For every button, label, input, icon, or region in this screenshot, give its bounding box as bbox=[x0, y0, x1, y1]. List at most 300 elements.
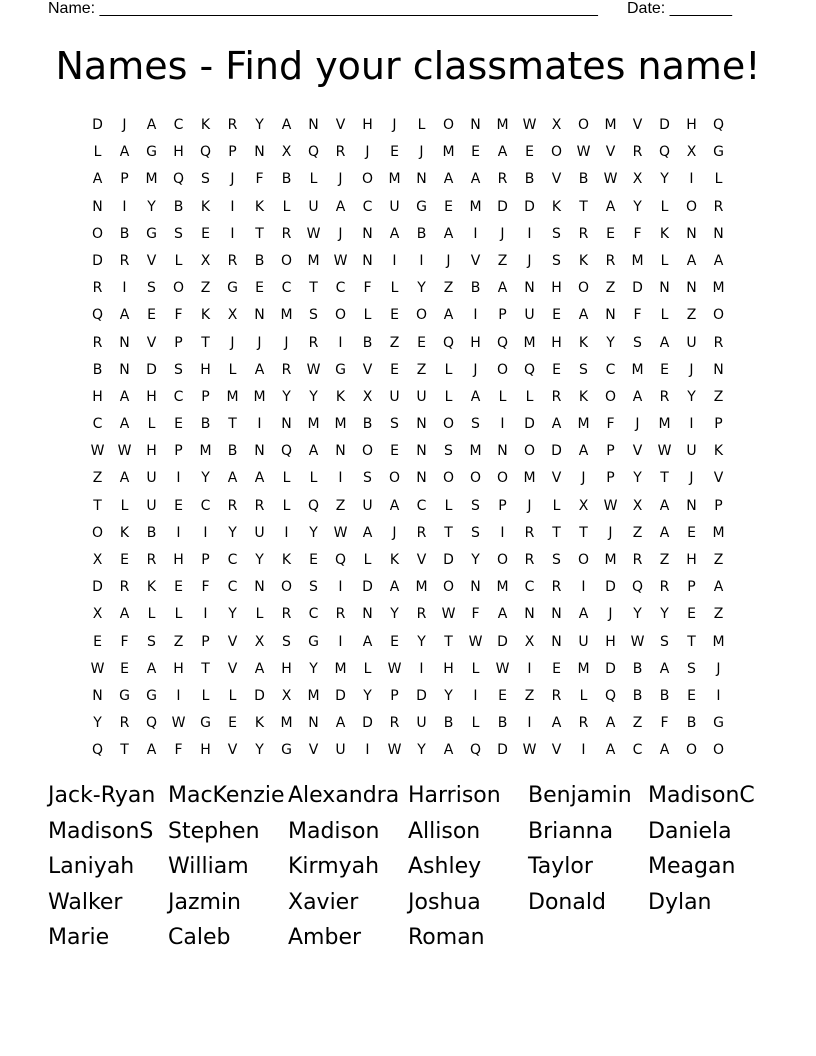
grid-letter: L bbox=[228, 361, 237, 378]
grid-letter: E bbox=[174, 497, 183, 514]
grid-letter: A bbox=[146, 660, 157, 677]
grid-letter: Z bbox=[335, 497, 346, 514]
grid-letter: J bbox=[122, 117, 127, 133]
grid-letter: I bbox=[338, 633, 343, 650]
grid-letter: W bbox=[630, 633, 645, 650]
grid-letter: X bbox=[92, 552, 103, 568]
grid-letter: Z bbox=[713, 552, 724, 568]
grid-letter: A bbox=[92, 171, 103, 188]
word-list-item: Marie bbox=[48, 925, 110, 950]
grid-letter: R bbox=[659, 388, 670, 405]
grid-letter: V bbox=[416, 552, 427, 568]
grid-letter: I bbox=[500, 524, 505, 541]
word-list-item: Allison bbox=[408, 818, 481, 844]
grid-letter: I bbox=[176, 687, 181, 704]
grid-letter: L bbox=[444, 388, 453, 405]
grid-letter: C bbox=[227, 579, 238, 596]
grid-letter: H bbox=[200, 361, 211, 378]
grid-letter: A bbox=[362, 633, 373, 650]
grid-letter: U bbox=[389, 198, 400, 215]
grid-letter: I bbox=[338, 579, 343, 596]
word-list-item: Benjamin bbox=[528, 783, 632, 808]
grid-letter: Y bbox=[363, 687, 372, 704]
grid-letter: U bbox=[308, 198, 319, 215]
grid-letter: Z bbox=[659, 552, 670, 568]
grid-letter: R bbox=[335, 144, 346, 161]
grid-letter: V bbox=[146, 252, 157, 269]
grid-letter: W bbox=[306, 225, 321, 242]
grid-letter: M bbox=[577, 416, 590, 433]
grid-letter: T bbox=[579, 524, 588, 541]
grid-letter: B bbox=[632, 660, 643, 677]
grid-letter: I bbox=[338, 470, 343, 487]
grid-letter: N bbox=[92, 198, 103, 215]
grid-letter: W bbox=[90, 660, 105, 677]
grid-letter: U bbox=[389, 388, 400, 405]
grid-letter: W bbox=[522, 742, 537, 759]
grid-letter: L bbox=[390, 280, 399, 297]
grid-row bbox=[84, 357, 732, 384]
grid-letter: A bbox=[659, 660, 670, 677]
grid-letter: G bbox=[200, 715, 211, 732]
grid-letter: B bbox=[173, 198, 184, 215]
grid-letter: H bbox=[200, 742, 211, 759]
grid-letter: T bbox=[120, 742, 129, 759]
grid-letter: T bbox=[687, 633, 696, 650]
grid-letter: I bbox=[581, 579, 586, 596]
grid-letter: J bbox=[608, 606, 613, 623]
grid-letter: A bbox=[686, 252, 697, 269]
grid-letter: C bbox=[524, 579, 535, 596]
grid-letter: A bbox=[497, 144, 508, 161]
grid-letter: J bbox=[635, 416, 640, 433]
grid-letter: F bbox=[201, 579, 210, 596]
grid-letter: L bbox=[471, 660, 480, 677]
grid-letter: L bbox=[363, 307, 372, 324]
grid-letter: E bbox=[444, 198, 453, 215]
grid-letter: Q bbox=[496, 334, 509, 351]
grid-letter: V bbox=[227, 742, 238, 759]
grid-letter: T bbox=[255, 225, 264, 242]
grid-letter: S bbox=[174, 225, 183, 242]
grid-letter: B bbox=[362, 334, 373, 351]
grid-letter: U bbox=[362, 497, 373, 514]
grid-letter: K bbox=[713, 443, 724, 460]
grid-letter: U bbox=[254, 524, 265, 541]
grid-letter: A bbox=[335, 198, 346, 215]
grid-letter: K bbox=[254, 715, 265, 732]
grid-letter: P bbox=[498, 497, 507, 514]
grid-row bbox=[84, 194, 732, 221]
grid-letter: R bbox=[524, 552, 535, 568]
grid-letter: N bbox=[686, 280, 697, 297]
word-list-item: Xavier bbox=[288, 889, 359, 915]
grid-letter: P bbox=[201, 388, 210, 405]
grid-letter: Z bbox=[497, 252, 508, 269]
grid-letter: R bbox=[416, 524, 427, 541]
grid-letter: C bbox=[362, 198, 373, 215]
grid-letter: N bbox=[308, 715, 319, 732]
grid-letter: X bbox=[524, 633, 535, 650]
word-list-item: Taylor bbox=[528, 854, 593, 879]
grid-letter: N bbox=[524, 280, 535, 297]
grid-letter: Y bbox=[687, 388, 696, 405]
grid-letter: U bbox=[524, 307, 535, 324]
word-list-item: Jack-Ryan bbox=[48, 783, 156, 808]
grid-letter: G bbox=[416, 198, 427, 215]
word-list-item: Caleb bbox=[168, 925, 231, 950]
grid-letter: F bbox=[660, 715, 669, 732]
grid-letter: E bbox=[174, 416, 183, 433]
grid-letter: R bbox=[119, 579, 130, 596]
grid-letter: O bbox=[361, 171, 374, 188]
grid-letter: J bbox=[716, 660, 721, 677]
grid-letter: G bbox=[308, 633, 319, 650]
grid-letter: N bbox=[551, 633, 562, 650]
grid-letter: K bbox=[200, 307, 211, 324]
grid-letter: M bbox=[442, 144, 455, 161]
grid-letter: B bbox=[443, 715, 454, 732]
word-list-item: Ashley bbox=[408, 854, 482, 879]
grid-letter: O bbox=[496, 552, 509, 568]
grid-letter: A bbox=[659, 497, 670, 514]
grid-letter: N bbox=[686, 225, 697, 242]
grid-letter: M bbox=[199, 443, 212, 460]
grid-letter: B bbox=[524, 171, 535, 188]
grid-letter: M bbox=[577, 660, 590, 677]
grid-letter: E bbox=[687, 524, 696, 541]
grid-letter: Q bbox=[280, 443, 293, 460]
grid-letter: P bbox=[228, 144, 237, 161]
grid-letter: K bbox=[551, 198, 562, 215]
grid-letter: G bbox=[713, 144, 724, 161]
grid-letter: K bbox=[119, 524, 130, 541]
grid-letter: M bbox=[496, 117, 509, 133]
grid-letter: B bbox=[254, 252, 265, 269]
grid-letter: V bbox=[551, 742, 562, 759]
grid-letter: B bbox=[200, 416, 211, 433]
grid-letter: I bbox=[716, 687, 721, 704]
grid-letter: I bbox=[203, 524, 208, 541]
grid-letter: A bbox=[281, 117, 292, 133]
grid-letter: O bbox=[604, 388, 617, 405]
grid-letter: L bbox=[309, 470, 318, 487]
grid-letter: W bbox=[333, 524, 348, 541]
grid-letter: I bbox=[527, 715, 532, 732]
grid-letter: W bbox=[522, 117, 537, 133]
grid-letter: Z bbox=[632, 524, 643, 541]
grid-letter: D bbox=[416, 687, 427, 704]
grid-letter: O bbox=[361, 443, 374, 460]
grid-letter: N bbox=[362, 252, 373, 269]
grid-letter: L bbox=[444, 497, 453, 514]
grid-letter: K bbox=[578, 334, 589, 351]
grid-letter: A bbox=[605, 742, 616, 759]
grid-letter: F bbox=[471, 606, 480, 623]
grid-letter: S bbox=[687, 660, 696, 677]
grid-letter: V bbox=[227, 660, 238, 677]
word-list bbox=[48, 778, 768, 956]
grid-letter: D bbox=[443, 552, 454, 568]
grid-letter: K bbox=[659, 225, 670, 242]
grid-letter: X bbox=[632, 171, 643, 188]
grid-letter: I bbox=[176, 470, 181, 487]
grid-letter: A bbox=[146, 117, 157, 133]
grid-letter: T bbox=[579, 198, 588, 215]
grid-letter: B bbox=[578, 171, 589, 188]
grid-letter: M bbox=[388, 171, 401, 188]
grid-letter: E bbox=[525, 144, 534, 161]
grid-letter: W bbox=[387, 660, 402, 677]
grid-letter: X bbox=[92, 606, 103, 623]
grid-letter: W bbox=[603, 171, 618, 188]
grid-letter: G bbox=[281, 742, 292, 759]
grid-letter: K bbox=[254, 198, 265, 215]
grid-row bbox=[84, 493, 732, 520]
grid-row bbox=[84, 574, 732, 601]
grid-letter: N bbox=[362, 225, 373, 242]
grid-letter: Q bbox=[91, 742, 104, 759]
grid-letter: E bbox=[687, 687, 696, 704]
grid-letter: R bbox=[632, 144, 643, 161]
grid-letter: I bbox=[122, 198, 127, 215]
grid-letter: L bbox=[147, 416, 156, 433]
grid-letter: I bbox=[473, 307, 478, 324]
grid-letter: E bbox=[417, 334, 426, 351]
grid-letter: W bbox=[576, 144, 591, 161]
grid-letter: V bbox=[308, 742, 319, 759]
grid-letter: T bbox=[444, 633, 453, 650]
grid-letter: H bbox=[551, 334, 562, 351]
grid-letter: N bbox=[659, 280, 670, 297]
grid-letter: E bbox=[390, 443, 399, 460]
grid-letter: O bbox=[685, 198, 698, 215]
grid-letter: S bbox=[147, 633, 156, 650]
grid-letter: C bbox=[281, 280, 292, 297]
grid-letter: B bbox=[146, 524, 157, 541]
grid-letter: L bbox=[552, 497, 561, 514]
grid-letter: R bbox=[254, 497, 265, 514]
grid-letter: O bbox=[442, 416, 455, 433]
grid-letter: N bbox=[470, 117, 481, 133]
grid-letter: I bbox=[284, 524, 289, 541]
grid-letter: Z bbox=[92, 470, 103, 487]
grid-letter: Z bbox=[173, 633, 184, 650]
grid-letter: C bbox=[92, 416, 103, 433]
grid-letter: L bbox=[282, 198, 291, 215]
grid-letter: L bbox=[228, 687, 237, 704]
worksheet-header bbox=[48, 0, 748, 20]
grid-letter: D bbox=[524, 416, 535, 433]
grid-letter: E bbox=[606, 225, 615, 242]
grid-letter: N bbox=[119, 361, 130, 378]
grid-letter: L bbox=[255, 606, 264, 623]
grid-letter: O bbox=[388, 470, 401, 487]
grid-letter: X bbox=[551, 117, 562, 133]
grid-letter: Q bbox=[523, 361, 536, 378]
grid-letter: P bbox=[687, 579, 696, 596]
grid-letter: P bbox=[498, 307, 507, 324]
grid-letter: T bbox=[309, 280, 318, 297]
grid-letter: J bbox=[419, 144, 424, 161]
grid-letter: N bbox=[470, 579, 481, 596]
grid-letter: A bbox=[578, 606, 589, 623]
grid-letter: H bbox=[686, 552, 697, 568]
grid-letter: C bbox=[308, 606, 319, 623]
grid-letter: E bbox=[228, 715, 237, 732]
grid-letter: A bbox=[119, 606, 130, 623]
grid-letter: N bbox=[362, 606, 373, 623]
grid-letter: Y bbox=[390, 606, 399, 623]
grid-letter: N bbox=[254, 579, 265, 596]
grid-letter: J bbox=[230, 171, 235, 188]
grid-letter: Y bbox=[660, 606, 669, 623]
grid-letter: R bbox=[281, 606, 292, 623]
grid-letter: A bbox=[119, 470, 130, 487]
grid-letter: D bbox=[92, 579, 103, 596]
grid-letter: D bbox=[605, 579, 616, 596]
grid-letter: N bbox=[605, 307, 616, 324]
grid-letter: R bbox=[551, 579, 562, 596]
grid-letter: M bbox=[523, 470, 536, 487]
word-list-item: William bbox=[168, 854, 249, 879]
grid-letter: V bbox=[551, 171, 562, 188]
grid-letter: D bbox=[497, 198, 508, 215]
grid-letter: R bbox=[92, 280, 103, 297]
grid-letter: T bbox=[552, 524, 561, 541]
grid-letter: S bbox=[363, 470, 372, 487]
word-list-item: Joshua bbox=[408, 889, 481, 915]
grid-letter: L bbox=[363, 552, 372, 568]
grid-letter: O bbox=[280, 579, 293, 596]
grid-letter: A bbox=[119, 416, 130, 433]
grid-letter: S bbox=[282, 633, 291, 650]
grid-row bbox=[84, 656, 732, 683]
grid-letter: H bbox=[173, 144, 184, 161]
grid-letter: V bbox=[362, 361, 373, 378]
grid-letter: T bbox=[444, 524, 453, 541]
grid-letter: E bbox=[552, 361, 561, 378]
grid-letter: I bbox=[230, 198, 235, 215]
grid-letter: J bbox=[608, 524, 613, 541]
grid-letter: M bbox=[604, 117, 617, 133]
grid-letter: M bbox=[523, 334, 536, 351]
grid-letter: C bbox=[227, 552, 238, 568]
grid-letter: S bbox=[174, 361, 183, 378]
grid-letter: H bbox=[443, 660, 454, 677]
grid-letter: W bbox=[495, 660, 510, 677]
grid-letter: A bbox=[713, 579, 724, 596]
grid-letter: A bbox=[119, 144, 130, 161]
grid-letter: Q bbox=[307, 497, 320, 514]
grid-letter: Z bbox=[632, 715, 643, 732]
grid-letter: R bbox=[92, 334, 103, 351]
grid-letter: F bbox=[633, 307, 642, 324]
grid-letter: J bbox=[500, 225, 505, 242]
grid-letter: M bbox=[334, 660, 347, 677]
grid-letter: W bbox=[387, 742, 402, 759]
grid-letter: B bbox=[92, 361, 103, 378]
grid-letter: Y bbox=[417, 280, 426, 297]
grid-letter: R bbox=[632, 552, 643, 568]
grid-letter: A bbox=[632, 388, 643, 405]
grid-letter: X bbox=[578, 497, 589, 514]
grid-letter: H bbox=[686, 117, 697, 133]
grid-letter: K bbox=[578, 252, 589, 269]
grid-letter: Y bbox=[606, 334, 615, 351]
grid-letter: F bbox=[255, 171, 264, 188]
grid-letter: C bbox=[200, 497, 211, 514]
grid-letter: M bbox=[469, 443, 482, 460]
word-list-item: Walker bbox=[48, 889, 123, 915]
grid-letter: B bbox=[281, 171, 292, 188]
grid-letter: A bbox=[254, 660, 265, 677]
grid-letter: R bbox=[578, 715, 589, 732]
grid-letter: A bbox=[497, 606, 508, 623]
grid-letter: D bbox=[254, 687, 265, 704]
grid-letter: J bbox=[689, 361, 694, 378]
word-list-item: Harrison bbox=[408, 783, 501, 808]
grid-letter: O bbox=[550, 144, 563, 161]
grid-letter: Q bbox=[334, 552, 347, 568]
grid-letter: I bbox=[122, 280, 127, 297]
grid-letter: W bbox=[657, 443, 672, 460]
grid-letter: Q bbox=[145, 715, 158, 732]
word-list-item: MadisonC bbox=[648, 783, 755, 808]
grid-letter: X bbox=[227, 307, 238, 324]
grid-letter: R bbox=[713, 334, 724, 351]
grid-letter: J bbox=[581, 470, 586, 487]
grid-letter: K bbox=[200, 198, 211, 215]
grid-letter: A bbox=[551, 715, 562, 732]
grid-letter: U bbox=[686, 443, 697, 460]
grid-letter: M bbox=[712, 524, 725, 541]
grid-letter: A bbox=[389, 497, 400, 514]
grid-letter: P bbox=[120, 171, 129, 188]
grid-letter: A bbox=[335, 715, 346, 732]
grid-letter: B bbox=[416, 225, 427, 242]
grid-letter: R bbox=[119, 715, 130, 732]
grid-letter: L bbox=[174, 606, 183, 623]
grid-letter: Y bbox=[228, 524, 237, 541]
grid-letter: Y bbox=[417, 633, 426, 650]
grid-letter: Z bbox=[443, 280, 454, 297]
grid-letter: I bbox=[689, 171, 694, 188]
grid-letter: B bbox=[362, 416, 373, 433]
grid-letter: H bbox=[551, 280, 562, 297]
grid-letter: W bbox=[90, 443, 105, 460]
grid-letter: W bbox=[603, 497, 618, 514]
grid-letter: V bbox=[713, 470, 724, 487]
grid-letter: Y bbox=[228, 606, 237, 623]
grid-letter: J bbox=[446, 252, 451, 269]
grid-letter: S bbox=[201, 171, 210, 188]
page-title: Names - Find your classmates name! bbox=[55, 44, 761, 88]
grid-letter: H bbox=[92, 388, 103, 405]
grid-letter: D bbox=[92, 252, 103, 269]
grid-letter: P bbox=[201, 552, 210, 568]
grid-letter: D bbox=[551, 443, 562, 460]
grid-letter: N bbox=[416, 443, 427, 460]
grid-letter: R bbox=[551, 687, 562, 704]
grid-letter: M bbox=[712, 633, 725, 650]
grid-letter: O bbox=[685, 742, 698, 759]
grid-letter: R bbox=[713, 198, 724, 215]
grid-letter: M bbox=[631, 361, 644, 378]
grid-letter: O bbox=[442, 579, 455, 596]
grid-letter: T bbox=[93, 497, 102, 514]
grid-letter: I bbox=[689, 416, 694, 433]
